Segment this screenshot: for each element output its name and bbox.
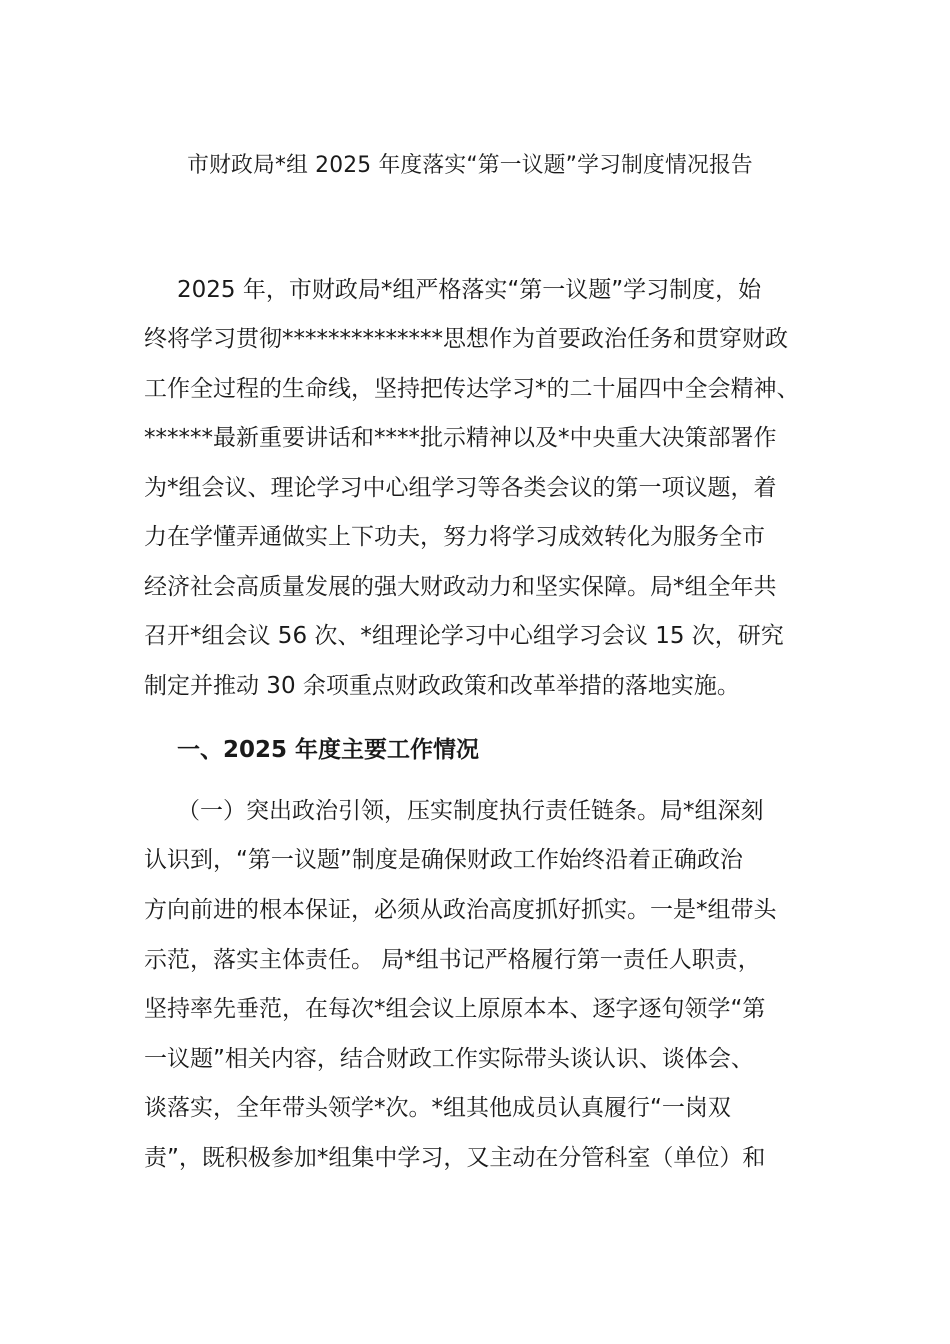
- intro-line: 制定并推动 30 余项重点财政政策和改革举措的落地实施。: [144, 673, 740, 699]
- intro-line: 工作全过程的生命线，坚持把传达学习*的二十届四中全会精神、: [144, 376, 800, 402]
- section-line: （一）突出政治引领，压实制度执行责任链条。局*组深刻: [177, 798, 764, 824]
- intro-line: 终将学习贯彻**************思想作为首要政治任务和贯穿财政: [144, 326, 788, 352]
- intro-line: 力在学懂弄通做实上下功夫，努力将学习成效转化为服务全市: [144, 524, 765, 550]
- section-line: 坚持率先垂范，在每次*组会议上原原本本、逐字逐句领学“第: [144, 996, 766, 1022]
- section-line: 责”，既积极参加*组集中学习，又主动在分管科室（单位）和: [144, 1145, 766, 1171]
- section-heading: 一、2025 年度主要工作情况: [177, 737, 480, 763]
- section-line: 谈落实，全年带头领学*次。*组其他成员认真履行“一岗双: [144, 1095, 731, 1121]
- intro-line: ******最新重要讲话和****批示精神以及*中央重大决策部署作: [144, 425, 777, 451]
- section-line: 方向前进的根本保证，必须从政治高度抓好抓实。一是*组带头: [144, 897, 777, 923]
- document-title: 市财政局*组 2025 年度落实“第一议题”学习制度情况报告: [187, 153, 753, 178]
- intro-line: 经济社会高质量发展的强大财政动力和坚实保障。局*组全年共: [144, 574, 777, 600]
- section-line: 一议题”相关内容，结合财政工作实际带头谈认识、谈体会、: [144, 1046, 754, 1072]
- section-line: 认识到，“第一议题”制度是确保财政工作始终沿着正确政治: [144, 847, 743, 873]
- section-line: 示范，落实主体责任。 局*组书记严格履行第一责任人职责，: [144, 947, 761, 973]
- intro-line: 为*组会议、理论学习中心组学习等各类会议的第一项议题，着: [144, 475, 777, 501]
- intro-line: 召开*组会议 56 次、*组理论学习中心组学习会议 15 次，研究: [144, 623, 784, 649]
- intro-line: 2025 年，市财政局*组严格落实“第一议题”学习制度，始: [177, 277, 762, 303]
